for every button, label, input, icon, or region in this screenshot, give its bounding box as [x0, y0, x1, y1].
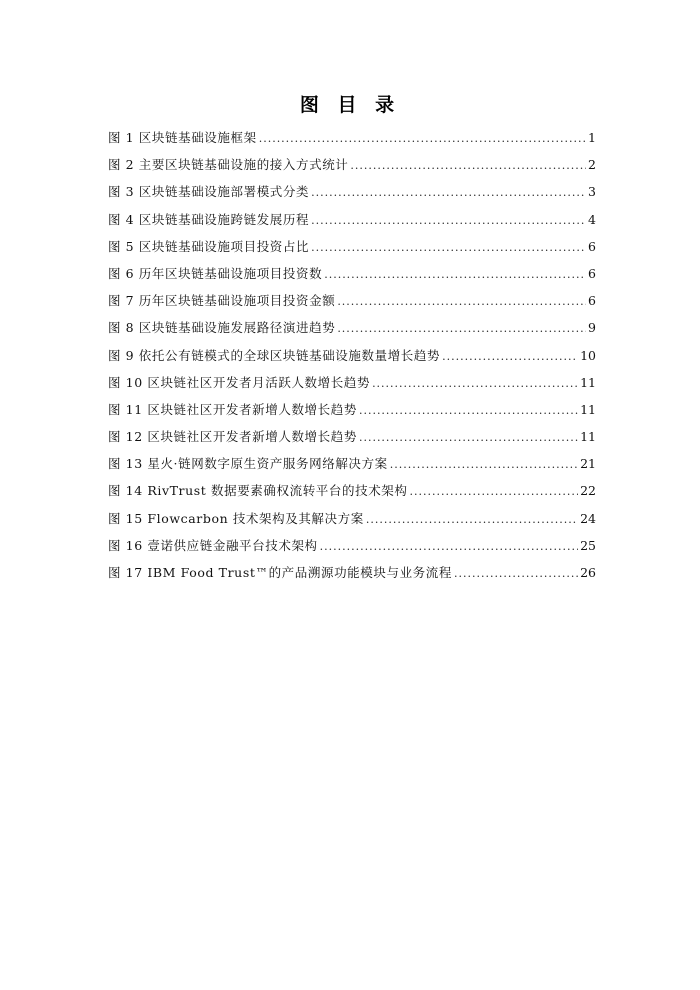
- toc-entry-page: 6: [588, 265, 596, 281]
- toc-entry-page: 4: [588, 211, 596, 227]
- dot-leader: [311, 179, 586, 206]
- toc-entry-label: 图 2 主要区块链基础设施的接入方式统计: [108, 157, 349, 173]
- dot-leader: [359, 397, 578, 424]
- toc-entry-page: 25: [580, 537, 596, 553]
- dot-leader: [311, 207, 586, 234]
- toc-entry[interactable]: [108, 124, 596, 151]
- toc-entry[interactable]: [108, 206, 596, 233]
- toc-entry-page: 24: [580, 510, 596, 526]
- toc-entry[interactable]: [108, 314, 596, 341]
- toc-entry[interactable]: [108, 151, 596, 178]
- toc-entry-label: 图 7 历年区块链基础设施项目投资金额: [108, 293, 336, 309]
- toc-entry-page: 2: [588, 157, 596, 173]
- dot-leader: [350, 152, 586, 179]
- toc-entry[interactable]: [108, 178, 596, 205]
- toc-entry-label: 图 6 历年区块链基础设施项目投资数: [108, 265, 323, 281]
- toc-entry[interactable]: [108, 233, 596, 260]
- toc-entry-page: 21: [580, 456, 596, 472]
- toc-entry-label: 图 3 区块链基础设施部署模式分类: [108, 184, 310, 200]
- toc-entry-label: 图 5 区块链基础设施项目投资占比: [108, 238, 310, 254]
- toc-entry[interactable]: [108, 532, 596, 559]
- toc-entry-page: 11: [580, 374, 596, 390]
- toc-entry[interactable]: [108, 505, 596, 532]
- toc-entry-page: 22: [580, 483, 596, 499]
- dot-leader: [337, 288, 586, 315]
- toc-entry-label: 图 10 区块链社区开发者月活跃人数增长趋势: [108, 374, 371, 390]
- dot-leader: [259, 125, 586, 152]
- toc-entry-page: 3: [588, 184, 596, 200]
- toc-entry[interactable]: [108, 396, 596, 423]
- toc-entry-page: 11: [580, 429, 596, 445]
- toc-entry-label: 图 16 壹诺供应链金融平台技术架构: [108, 537, 318, 553]
- toc-entry-page: 1: [588, 130, 596, 145]
- dot-leader: [410, 478, 579, 505]
- toc-entry-page: 11: [580, 401, 596, 417]
- figure-list: [108, 124, 596, 586]
- toc-entry-label: 图 11 区块链社区开发者新增人数增长趋势: [108, 401, 357, 417]
- toc-entry[interactable]: [108, 450, 596, 477]
- toc-entry-label: 图 14 RivTrust 数据要素确权流转平台的技术架构: [108, 483, 408, 499]
- toc-entry-page: 6: [588, 293, 596, 309]
- toc-entry-page: 9: [588, 320, 596, 336]
- toc-entry[interactable]: [108, 423, 596, 450]
- toc-entry[interactable]: [108, 260, 596, 287]
- toc-entry-label: 图 17 IBM Food Trust™的产品溯源功能模块与业务流程: [108, 565, 452, 580]
- dot-leader: [311, 234, 586, 261]
- toc-entry[interactable]: [108, 559, 596, 586]
- dot-leader: [390, 451, 578, 478]
- dot-leader: [442, 343, 578, 370]
- dot-leader: [366, 506, 578, 533]
- toc-entry-label: 图 1 区块链基础设施框架: [108, 130, 257, 145]
- dot-leader: [454, 560, 578, 587]
- toc-entry-label: 图 12 区块链社区开发者新增人数增长趋势: [108, 429, 357, 445]
- toc-entry[interactable]: [108, 342, 596, 369]
- dot-leader: [359, 424, 578, 451]
- toc-entry-label: 图 15 Flowcarbon 技术架构及其解决方案: [108, 510, 364, 526]
- page-title: 图 目 录: [299, 94, 401, 116]
- dot-leader: [320, 533, 578, 560]
- toc-entry-label: 图 8 区块链基础设施发展路径演进趋势: [108, 320, 336, 336]
- dot-leader: [372, 370, 578, 397]
- toc-entry[interactable]: [108, 369, 596, 396]
- toc-entry[interactable]: [108, 287, 596, 314]
- toc-entry-page: 10: [580, 347, 596, 363]
- toc-entry-label: 图 13 星火·链网数字原生资产服务网络解决方案: [108, 456, 388, 472]
- toc-entry-page: 6: [588, 238, 596, 254]
- toc-entry-label: 图 9 依托公有链模式的全球区块链基础设施数量增长趋势: [108, 347, 441, 363]
- dot-leader: [337, 315, 586, 342]
- toc-entry-label: 图 4 区块链基础设施跨链发展历程: [108, 211, 310, 227]
- dot-leader: [324, 261, 586, 288]
- toc-entry-page: 26: [580, 565, 596, 580]
- toc-entry[interactable]: [108, 477, 596, 504]
